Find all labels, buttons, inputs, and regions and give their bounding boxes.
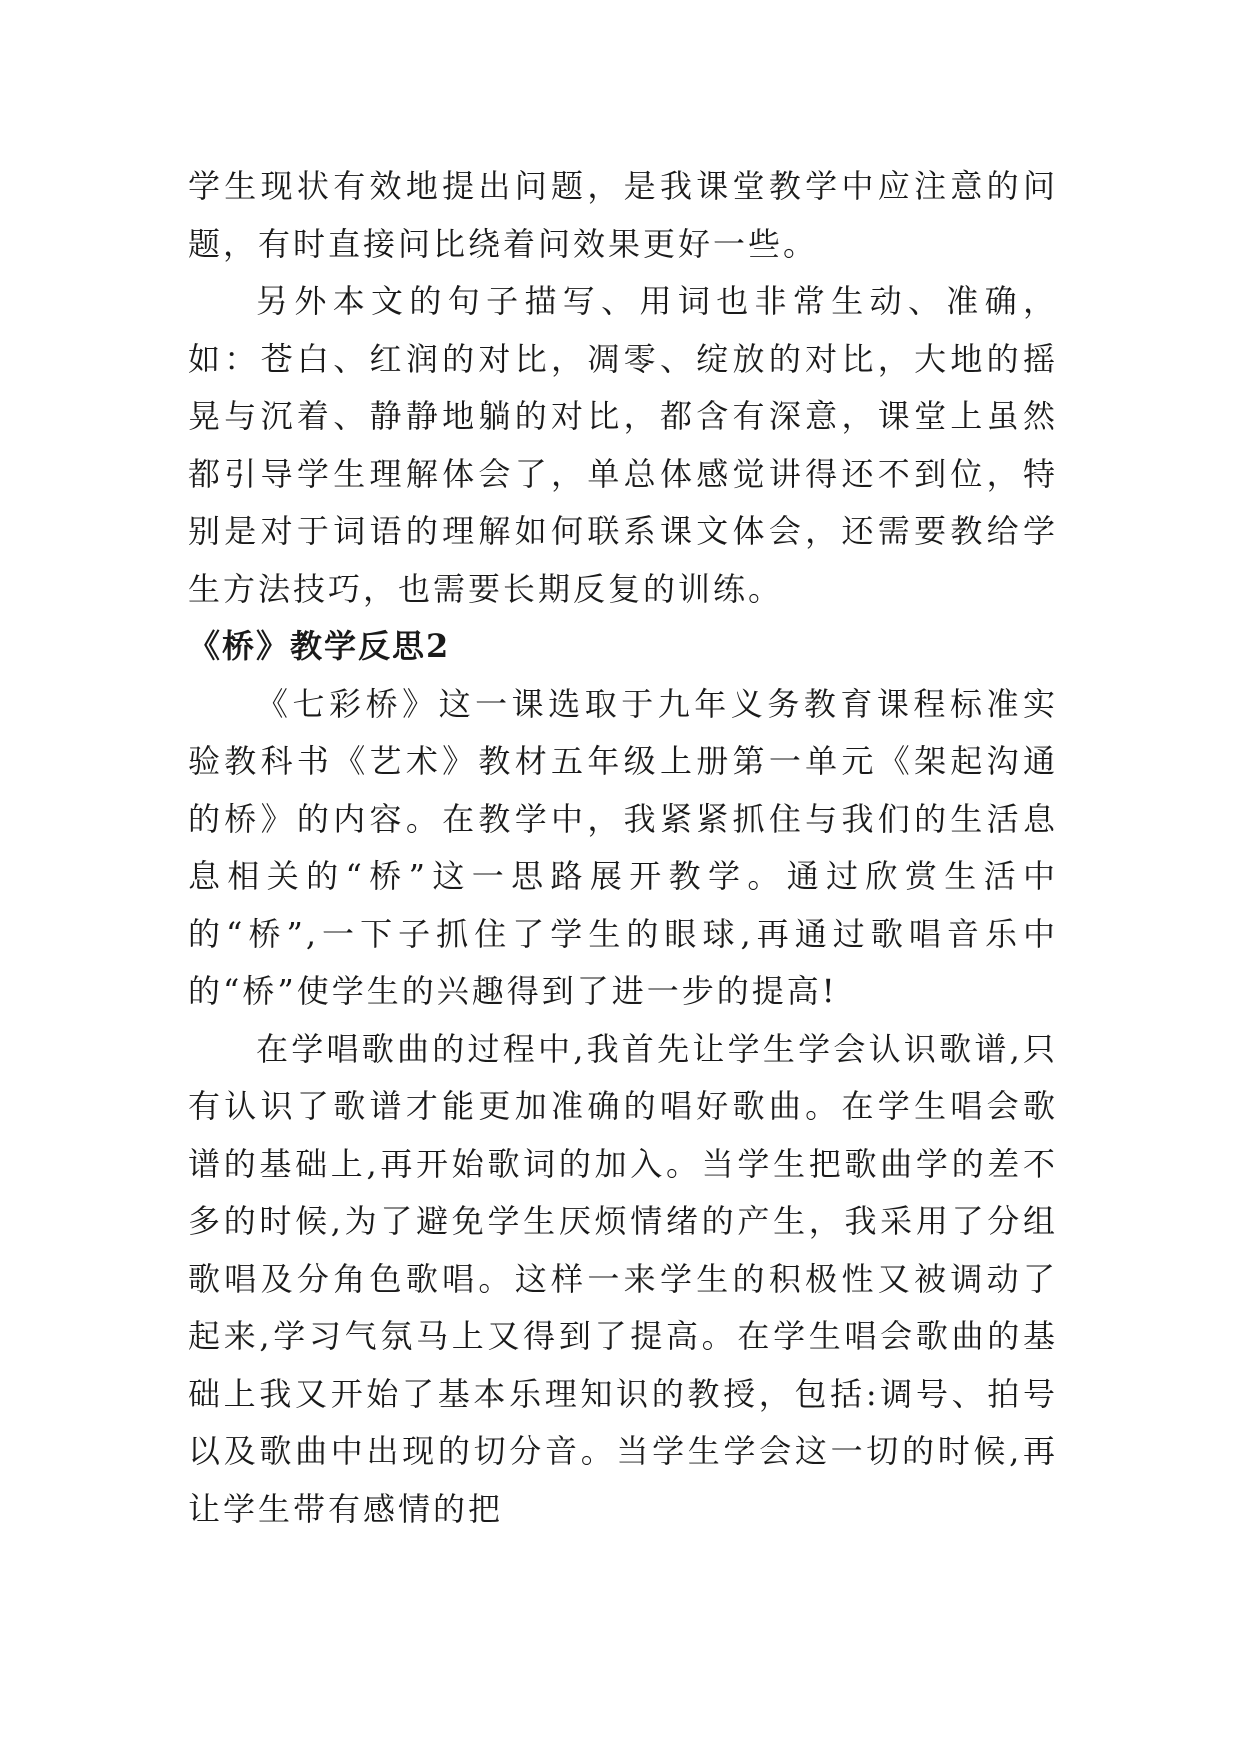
paragraph-singing-process: 在学唱歌曲的过程中,我首先让学生学会认识歌谱,只有认识了歌谱才能更加准确的唱好歌曲。在学生唱会歌谱的基础上,再开始歌词的加入。当学生把歌曲学的差不多的时候,为了避免学生厌烦情绪的产生，我采用了分组歌唱及分角色歌唱。这样一来学生的积极性又被调动了起来,学习气氛马上又得到了提高。在学生唱会歌曲的基础上我又开始了基本乐理知识的教授，包括:调号、拍号以及歌曲中出现的切分音。当学生学会这一切的时候,再让学生带有感情的把 xyxy=(188,1029,1058,1528)
document-body xyxy=(188,158,1058,1538)
section-title: 《桥》教学反思2 xyxy=(188,627,451,665)
paragraph-continuation: 学生现状有效地提出问题，是我课堂教学中应注意的问题，有时直接问比绕着问效果更好一些。 xyxy=(188,167,1058,263)
paragraph-lesson-intro: 《七彩桥》这一课选取于九年义务教育课程标准实验教科书《艺术》教材五年级上册第一单元《架起沟通的桥》的内容。在教学中，我紧紧抓住与我们的生活息息相关的“桥”这一思路展开教学。通过欣赏生活中的“桥”,一下子抓住了学生的眼球,再通过歌唱音乐中的“桥”使学生的兴趣得到了进一步的提高! xyxy=(188,684,1058,1010)
paragraph-word-usage: 另外本文的句子描写、用词也非常生动、准确，如：苍白、红润的对比，凋零、绽放的对比，大地的摇晃与沉着、静静地躺的对比，都含有深意，课堂上虽然都引导学生理解体会了，单总体感觉讲得还不到位，特别是对于词语的理解如何联系课文体会，还需要教给学生方法技巧，也需要长期反复的训练。 xyxy=(188,282,1058,608)
